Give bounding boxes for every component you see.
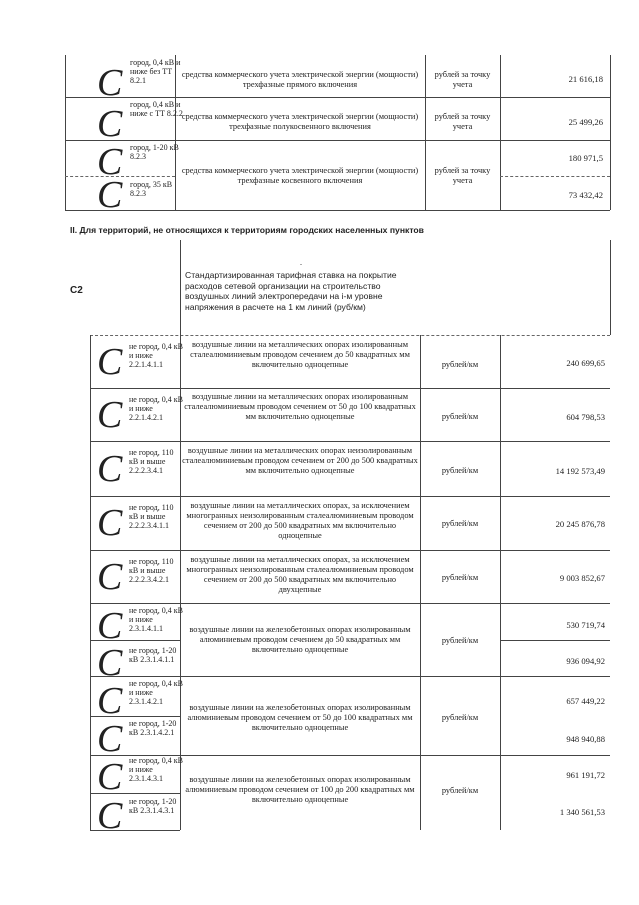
row-code-label: не город, 1-20 кВ 2.3.1.4.2.1 xyxy=(129,719,177,737)
row-description: воздушные линии на металлических опорах изолированным сталеалюминиевым проводом сечением от 50 до 100 квадратных мм включительно одноцепные xyxy=(184,392,416,421)
row-value: 240 699,65 xyxy=(566,358,605,368)
row-unit: рублей/км xyxy=(441,636,479,645)
table-border-right xyxy=(610,55,611,210)
row-code-label: не город, 110 кВ и выше 2.2.2.3.4.2.1 xyxy=(129,557,174,584)
c2-description: Стандартизированная тарифная ставка на покрытие расходов сетевой организации на строительство воздушных линий электропередачи на i-м уровне напряжения в расчете на 1 км линий (руб/км) xyxy=(185,270,397,312)
row-value: 936 094,92 xyxy=(566,656,605,666)
table-divider xyxy=(425,55,426,210)
row-description: воздушные линии на металлических опорах неизолированным сталеалюминиевым проводом сечением от 200 до 500 квадратных мм включительно одноцепные xyxy=(182,446,418,475)
row-code-label: не город, 110 кВ и выше 2.2.2.3.4.1.1 xyxy=(129,503,174,530)
row-code-label: не город, 0,4 кВ и ниже 2.3.1.4.3.1 xyxy=(129,756,183,783)
row-divider xyxy=(90,388,610,389)
row-code-label: город, 0,4 кВ и ниже с ТТ 8.2.2 xyxy=(130,100,183,118)
row-value: 73 432,42 xyxy=(568,190,603,200)
row-description: воздушные линии на металлических опорах изолированным сталеалюминиевым проводом сечением до 50 квадратных мм включительно одноцепные xyxy=(190,340,410,369)
row-code-label: не город, 0,4 кВ и ниже 2.3.1.4.1.1 xyxy=(129,606,183,633)
row-divider xyxy=(90,550,610,551)
row-unit: рублей за точку учета xyxy=(434,166,491,185)
row-value: 1 340 561,53 xyxy=(559,807,605,817)
row-unit: рублей/км xyxy=(441,360,479,369)
c-glyph: С xyxy=(97,141,123,183)
table-divider xyxy=(180,240,181,335)
row-unit: рублей/км xyxy=(441,713,479,722)
row-value: 25 499,26 xyxy=(568,117,603,127)
c-glyph: С xyxy=(97,394,123,436)
c-glyph: С xyxy=(97,605,123,647)
row-code-label: не город, 0,4 кВ и ниже 2.2.1.4.1.1 xyxy=(129,342,183,369)
row-value: 21 616,18 xyxy=(568,74,603,84)
c-glyph: С xyxy=(97,680,123,722)
section-title: II. Для территорий, не относящихся к территориям городских населенных пунктов xyxy=(70,225,424,235)
row-value: 14 192 573,49 xyxy=(555,466,605,476)
row-divider xyxy=(90,676,610,677)
row-description: средства коммерческого учета электрической энергии (мощности) трехфазные косвенного включения xyxy=(181,166,419,185)
row-code-label: не город, 1-20 кВ 2.3.1.4.3.1 xyxy=(129,797,177,815)
c-glyph: С xyxy=(97,718,123,760)
c-glyph: С xyxy=(97,341,123,383)
row-divider xyxy=(500,640,610,641)
c-glyph: С xyxy=(97,448,123,490)
row-value: 961 191,72 xyxy=(566,770,605,780)
row-code-label: город, 0,4 кВ и ниже без ТТ 8.2.1 xyxy=(130,58,181,85)
row-value: 604 798,53 xyxy=(566,412,605,422)
c-glyph: С xyxy=(97,103,123,145)
row-divider xyxy=(65,140,610,141)
row-unit: рублей за точку учета xyxy=(434,70,491,89)
c2-code: С2 xyxy=(70,285,83,296)
row-description: средства коммерческого учета электрической энергии (мощности) трехфазные полукосвенного включения xyxy=(181,112,419,131)
row-unit: рублей/км xyxy=(441,412,479,421)
table-border-right xyxy=(610,240,611,335)
row-divider xyxy=(90,441,610,442)
row-description: воздушные линии на железобетонных опорах изолированным алюминиевым проводом сечением от 100 до 200 квадратных мм включительно одноцепные xyxy=(185,775,415,804)
row-code-label: не город, 1-20 кВ 2.3.1.4.1.1 xyxy=(129,646,177,664)
row-divider xyxy=(90,603,610,604)
row-unit: рублей/км xyxy=(441,573,479,582)
row-code-label: не город, 0,4 кВ и ниже 2.3.1.4.2.1 xyxy=(129,679,183,706)
row-value: 530 719,74 xyxy=(566,620,605,630)
row-unit: рублей/км xyxy=(441,519,479,528)
stray-dot: . xyxy=(300,258,302,267)
row-divider xyxy=(65,210,610,211)
row-code-label: город, 35 кВ 8.2.3 xyxy=(130,180,173,198)
c-glyph: С xyxy=(97,642,123,684)
row-value: 948 940,88 xyxy=(566,734,605,744)
row-description: средства коммерческого учета электрической энергии (мощности) трехфазные прямого включения xyxy=(181,70,419,89)
c-glyph: С xyxy=(97,62,123,104)
row-code-label: не город, 110 кВ и выше 2.2.2.3.4.1 xyxy=(129,448,174,475)
c-glyph: С xyxy=(97,174,123,216)
row-value: 657 449,22 xyxy=(566,696,605,706)
row-description: воздушные линии на железобетонных опорах изолированным алюминиевым проводом сечением от 50 до 100 квадратных мм включительно одноцепные xyxy=(187,703,413,732)
c-glyph: С xyxy=(97,556,123,598)
row-divider xyxy=(500,176,610,177)
row-divider xyxy=(65,97,610,98)
c-glyph: С xyxy=(97,795,123,837)
row-unit: рублей/км xyxy=(441,786,479,795)
row-code-label: город, 1-20 кВ 8.2.3 xyxy=(130,143,179,161)
row-divider xyxy=(90,496,610,497)
row-value: 9 003 852,67 xyxy=(559,573,605,583)
row-divider xyxy=(90,335,610,336)
table-border-left xyxy=(65,55,66,210)
row-description: воздушные линии на металлических опорах, за исключением многогранных неизолированным сталеалюминиевым проводом сечением от 200 до 500 квадратных мм включительно одноцепные xyxy=(186,501,414,540)
row-value: 20 245 876,78 xyxy=(555,519,605,529)
row-unit: рублей за точку учета xyxy=(434,112,491,131)
row-unit: рублей/км xyxy=(441,466,479,475)
row-value: 180 971,5 xyxy=(568,153,603,163)
row-description: воздушные линии на металлических опорах, за исключением многогранных неизолированным сталеалюминиевым проводом сечением от 200 до 500 квадратных мм включительно двухцепные xyxy=(186,555,414,594)
c-glyph: С xyxy=(97,502,123,544)
row-code-label: не город, 0,4 кВ и ниже 2.2.1.4.2.1 xyxy=(129,395,183,422)
row-description: воздушные линии на железобетонных опорах изолированным алюминиевым проводом сечением до 50 квадратных мм включительно одноцепные xyxy=(189,625,411,654)
c-glyph: С xyxy=(97,756,123,798)
